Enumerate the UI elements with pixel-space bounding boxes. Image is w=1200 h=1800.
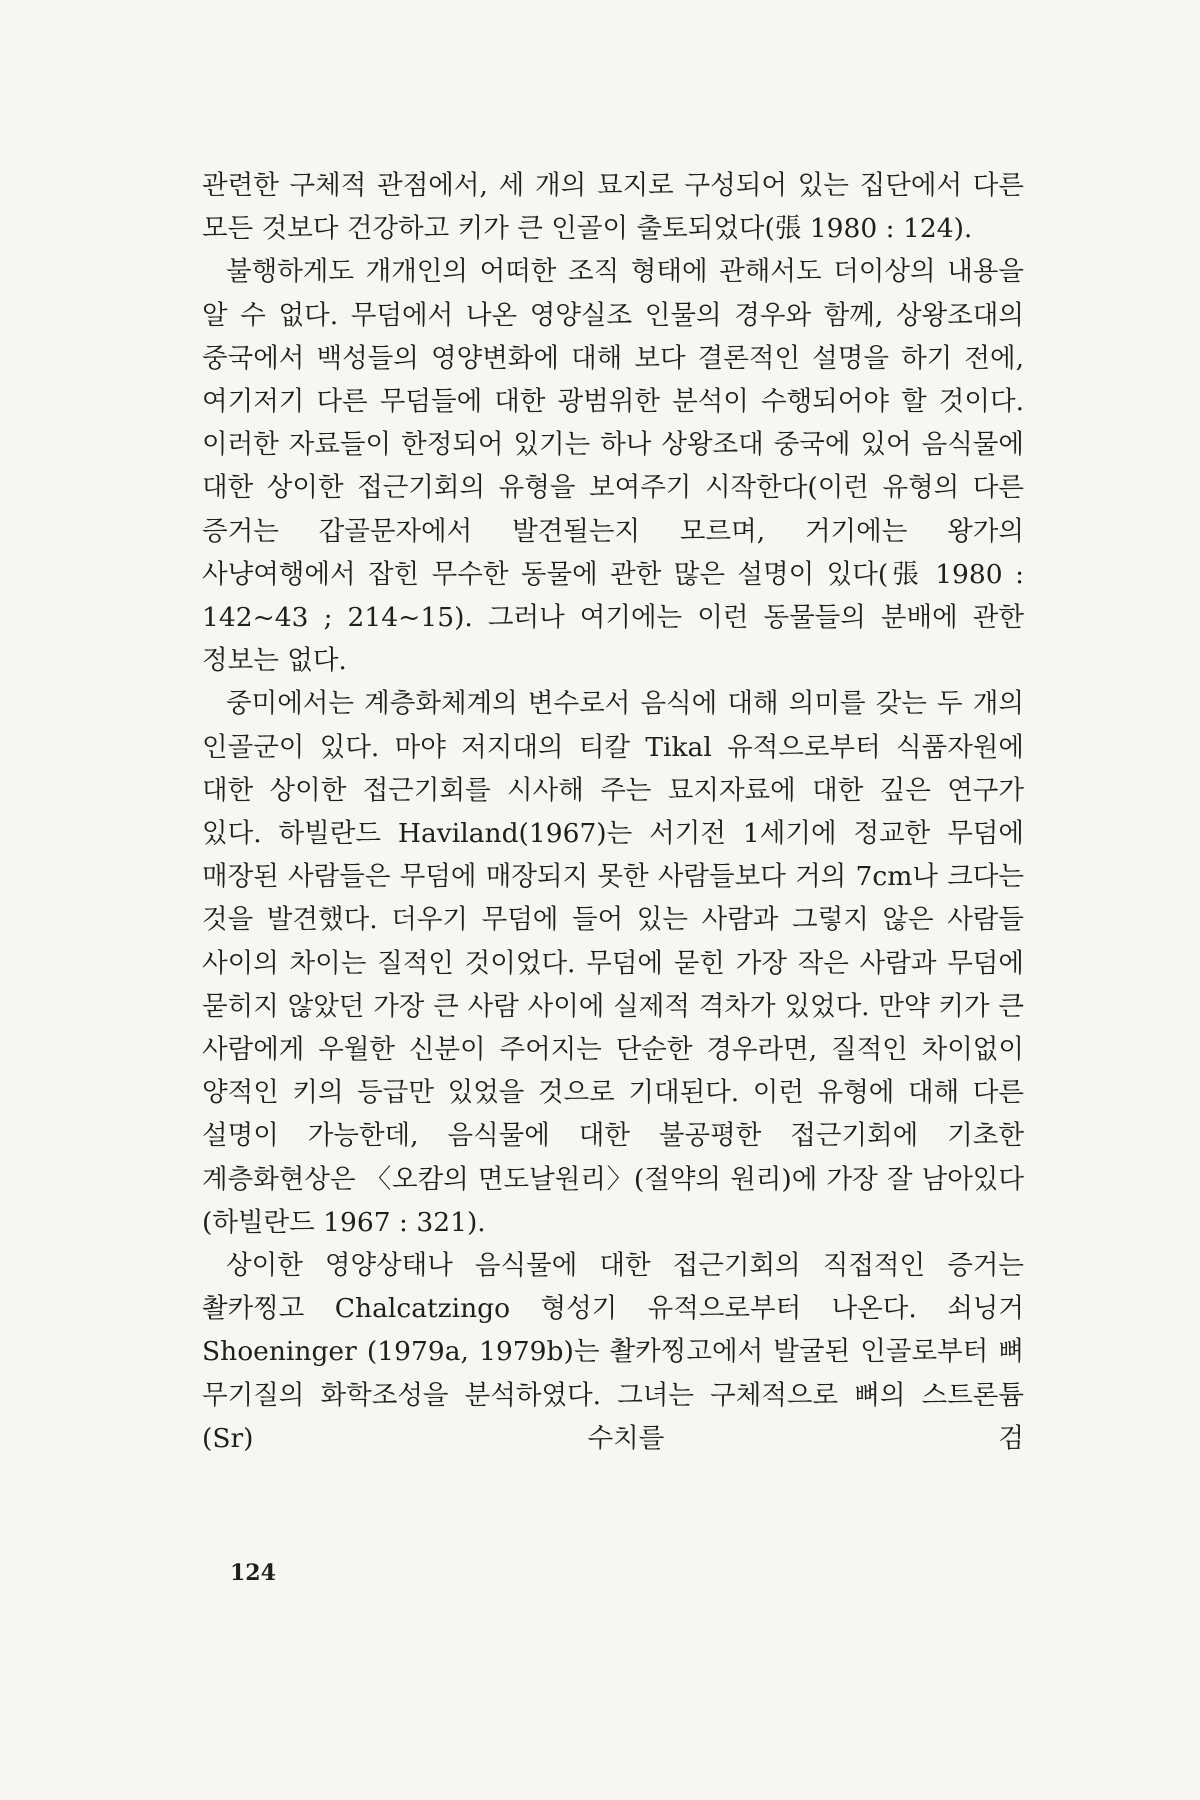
paragraph-1: 관련한 구체적 관점에서, 세 개의 묘지로 구성되어 있는 집단에서 다른 모든 것보다 건강하고 키가 큰 인골이 출토되었다(張 1980 : 124). <box>202 170 1024 245</box>
paragraph-2: 불행하게도 개개인의 어떠한 조직 형태에 관해서도 더이상의 내용을 알 수 없다. 무덤에서 나온 영양실조 인물의 경우와 함께, 상왕조대의 중국에서 백성들의 영양변화에 대해 보다 결론적인 설명을 하기 전에, 여기저기 다른 무덤들에 대한 광범위한 분석이 수행되어야 할 것이다. 이러한 자료들이 한정되어 있기는 하나 상왕조대 중국에 있어 음식물에 대한 상이한 접근기회의 유형을 보여주기 시작한다(이런 유형의 다른 증거는 갑골문자에서 발견될는지 모르며, 거기에는 왕가의 사냥여행에서 잡힌 무수한 동물에 관한 많은 설명이 있다(張 1980 : 142~43 ; 214~15). 그러나 여기에는 이런 동물들의 분배에 관한 정보는 없다. <box>202 256 1024 677</box>
body-text <box>202 164 1024 1460</box>
page-number: 124 <box>230 1560 276 1586</box>
paragraph-4: 상이한 영양상태나 음식물에 대한 접근기회의 직접적인 증거는 촬카찡고 Chalcatzingo 형성기 유적으로부터 나온다. 쇠닝거 Shoeninger (1979a, 1979b)는 촬카찡고에서 발굴된 인골로부터 뼈 무기질의 화학조성을 분석하였다. 그녀는 구체적으로 뼈의 스트론튬(Sr) 수치를 검 <box>202 1250 1024 1454</box>
paragraph-3: 중미에서는 계층화체계의 변수로서 음식에 대해 의미를 갖는 두 개의 인골군이 있다. 마야 저지대의 티칼 Tikal 유적으로부터 식품자원에 대한 상이한 접근기회를 시사해 주는 묘지자료에 대한 깊은 연구가 있다. 하빌란드 Haviland(1967)는 서기전 1세기에 정교한 무덤에 매장된 사람들은 무덤에 매장되지 못한 사람들보다 거의 7cm나 크다는 것을 발견했다. 더우기 무덤에 들어 있는 사람과 그렇지 않은 사람들 사이의 차이는 질적인 것이었다. 무덤에 묻힌 가장 작은 사람과 무덤에 묻히지 않았던 가장 큰 사람 사이에 실제적 격차가 있었다. 만약 키가 큰 사람에게 우월한 신분이 주어지는 단순한 경우라면, 질적인 차이없이 양적인 키의 등급만 있었을 것으로 기대된다. 이런 유형에 대해 다른 설명이 가능한데, 음식물에 대한 불공평한 접근기회에 기초한 계층화현상은 〈오캄의 면도날원리〉(절약의 원리)에 가장 잘 남아있다(하빌란드 1967 : 321). <box>202 688 1024 1238</box>
